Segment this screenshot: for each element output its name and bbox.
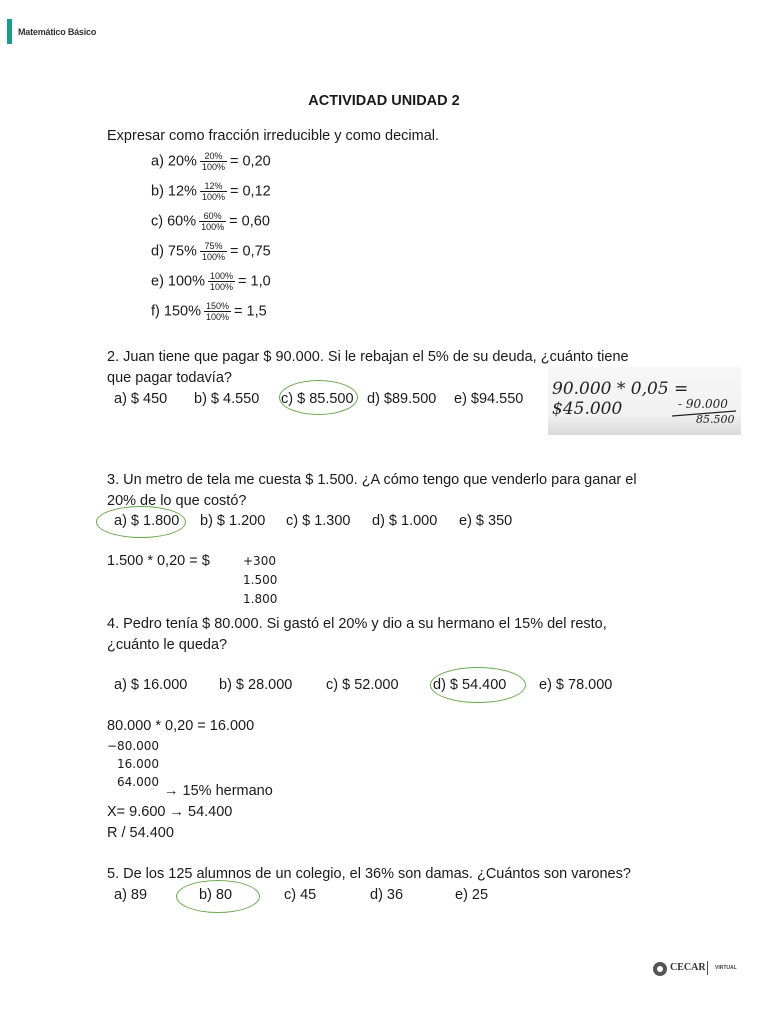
logo-text: CECAR [670,962,706,973]
fraction-label: e) 100% [151,273,206,290]
q2-option-c: c) $ 85.500 [281,391,354,407]
q4-work-col3: 64.000 [117,775,159,789]
fraction [204,301,231,322]
q4-option-b: b) $ 28.000 [219,677,293,693]
handwritten-line2: - 90.000 [678,397,728,411]
fraction [208,271,235,292]
fraction [200,151,227,172]
fraction-result: = 0,20 [229,153,271,170]
q2-option-a: a) $ 450 [114,391,168,407]
q3-work-line: 1.500 * 0,20 = $ [107,553,210,569]
fraction-item [151,211,270,232]
q2-option-d: d) $89.500 [367,391,437,407]
handwritten-line3: 85.500 [696,413,735,426]
fraction [200,181,227,202]
fraction-label: b) 12% [151,183,197,200]
fraction-item [151,151,271,172]
q4-answer-circle [430,667,526,703]
handwritten-note-image [548,367,741,435]
fraction-numerator: 20% [204,151,223,161]
fraction-denominator: 100% [201,222,225,232]
q3-option-b: b) $ 1.200 [200,513,266,529]
q3-text-line2: 20% de lo que costó? [107,493,247,509]
header-accent-bar [7,19,12,44]
fraction-result: = 1,0 [238,273,271,290]
q4-x-line: X= 9.600 → 54.400 [107,804,233,820]
fraction [200,241,227,262]
q5-option-d: d) 36 [370,887,404,903]
q3-option-e: e) $ 350 [459,513,513,529]
fraction-label: f) 150% [151,303,201,320]
q4-text-line2: ¿cuánto le queda? [107,637,228,653]
q5-answer-circle [176,880,260,913]
q2-answer-circle [279,380,358,415]
fraction-numerator: 150% [205,301,230,311]
fraction-denominator: 100% [205,312,230,322]
q4-text-line1: 4. Pedro tenía $ 80.000. Si gastó el 20% y dio a su hermano el 15% del resto, [107,616,607,632]
q3-work-total: 1.800 [243,592,278,606]
q4-work-col1: −80.000 [107,739,160,753]
q2-text-line1: 2. Juan tiene que pagar $ 90.000. Si le rebajan el 5% de su deuda, ¿cuánto tiene [107,349,629,365]
fraction-numerator: 12% [204,181,223,191]
fraction-label: d) 75% [151,243,197,260]
fraction-result: = 1,5 [234,303,267,320]
q4-option-a: a) $ 16.000 [114,677,188,693]
q4-arrow-note: → 15% hermano [164,783,273,799]
q3-option-d: d) $ 1.000 [372,513,438,529]
q5-option-c: c) 45 [284,887,317,903]
q3-work-plus: +300 [243,554,276,568]
q5-text-line1: 5. De los 125 alumnos de un colegio, el 36% son damas. ¿Cuántos son varones? [107,866,631,882]
q4-option-e: e) $ 78.000 [539,677,613,693]
q3-option-c: c) $ 1.300 [286,513,351,529]
page-title: ACTIVIDAD UNIDAD 2 [308,93,460,109]
q3-text-line1: 3. Un metro de tela me cuesta $ 1.500. ¿A cómo tengo que venderlo para ganar el [107,472,637,488]
fraction-label: c) 60% [151,213,197,230]
logo-emblem-icon [652,961,668,977]
fraction [199,211,226,232]
q2-text-line2: que pagar todavía? [107,370,232,386]
fraction-denominator: 100% [201,162,225,172]
q4-answer: R / 54.400 [107,825,174,841]
fraction-denominator: 100% [201,192,225,202]
fraction-numerator: 60% [203,211,222,221]
section1-instruction: Expresar como fracción irreducible y como decimal. [107,128,440,144]
q5-option-a: a) 89 [114,887,148,903]
q2-option-b: b) $ 4.550 [194,391,260,407]
fraction-denominator: 100% [210,282,234,292]
logo-subtext: VIRTUAL [715,965,737,971]
fraction-denominator: 100% [201,252,225,262]
q3-option-a: a) $ 1.800 [114,513,180,529]
q3-work-base: 1.500 [243,573,278,587]
q2-option-e: e) $94.550 [454,391,524,407]
fraction-item [151,271,271,292]
fraction-item [151,181,271,202]
handwritten-line1: 90.000 * 0,05 = $45.000 [552,379,689,419]
course-title: Matemático Básico [18,27,97,37]
fraction-numerator: 75% [204,241,223,251]
fraction-numerator: 100% [210,271,234,281]
logo-divider [707,961,708,975]
q4-work1: 80.000 * 0,20 = 16.000 [107,718,255,734]
fraction-result: = 0,60 [229,213,270,230]
fraction-item [151,301,267,322]
fraction-label: a) 20% [151,153,197,170]
q3-answer-circle [96,506,186,538]
q5-option-b: b) 80 [199,887,233,903]
q5-option-e: e) 25 [455,887,489,903]
q4-option-d: d) $ 54.400 [433,677,507,693]
fraction-result: = 0,75 [229,243,271,260]
q4-option-c: c) $ 52.000 [326,677,399,693]
q4-work-col2: 16.000 [117,757,159,771]
fraction-result: = 0,12 [229,183,271,200]
fraction-item [151,241,271,262]
